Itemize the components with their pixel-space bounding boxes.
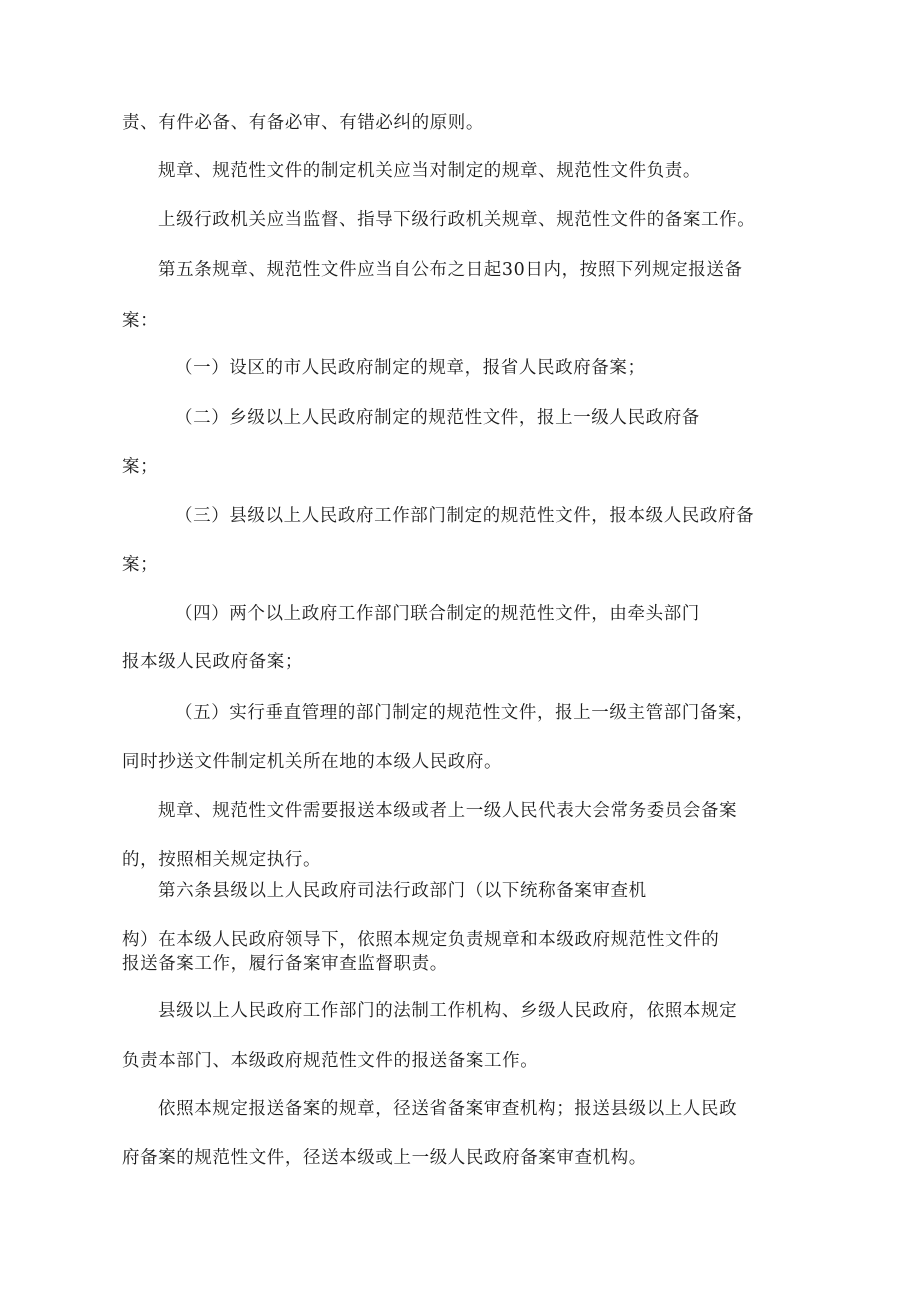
text-line: 规章、规范性文件的制定机关应当对制定的规章、规范性文件负责。 bbox=[158, 161, 701, 181]
text-line: 案； bbox=[122, 555, 159, 575]
text-line: 的，按照相关规定执行。 bbox=[122, 850, 322, 870]
text-line: 案； bbox=[122, 457, 159, 477]
list-item: （四）两个以上政府工作部门联合制定的规范性文件，由牵头部门 bbox=[175, 604, 700, 624]
text-line: 第六条县级以上人民政府司法行政部门（以下统称备案审查机 bbox=[158, 881, 647, 901]
text-line: 报本级人民政府备案； bbox=[122, 652, 303, 672]
text-line: 构）在本级人民政府领导下，依照本规定负责规章和本级政府规范性文件的 bbox=[122, 930, 720, 950]
text-line: 同时抄送文件制定机关所在地的本级人民政府。 bbox=[122, 752, 503, 772]
list-item: （五）实行垂直管理的部门制定的规范性文件，报上一级主管部门备案， bbox=[175, 703, 755, 723]
text-line: 第五条规章、规范性文件应当自公布之日起30日内，按照下列规定报送备 bbox=[158, 260, 743, 280]
list-item: （一）设区的市人民政府制定的规章，报省人民政府备案； bbox=[175, 358, 646, 378]
list-item: （二）乡级以上人民政府制定的规范性文件，报上一级人民政府备 bbox=[175, 408, 700, 428]
text-line: 负责本部门、本级政府规范性文件的报送备案工作。 bbox=[122, 1051, 539, 1071]
text-line: 报送备案工作，履行备案审查监督职责。 bbox=[122, 954, 448, 974]
list-item: （三）县级以上人民政府工作部门制定的规范性文件，报本级人民政府备 bbox=[175, 506, 755, 526]
text-line: 依照本规定报送备案的规章，径送省备案审查机构；报送县级以上人民政 bbox=[158, 1099, 738, 1119]
text-line: 县级以上人民政府工作部门的法制工作机构、乡级人民政府，依照本规定 bbox=[158, 1001, 738, 1021]
text-line: 责、有件必备、有备必审、有错必纠的原则。 bbox=[122, 113, 484, 133]
text-line: 上级行政机关应当监督、指导下级行政机关规章、规范性文件的备案工作。 bbox=[158, 210, 756, 230]
text-line: 规章、规范性文件需要报送本级或者上一级人民代表大会常务委员会备案 bbox=[158, 801, 738, 821]
text-line: 案： bbox=[122, 311, 159, 331]
text-line: 府备案的规范性文件，径送本级或上一级人民政府备案审查机构。 bbox=[122, 1148, 647, 1168]
